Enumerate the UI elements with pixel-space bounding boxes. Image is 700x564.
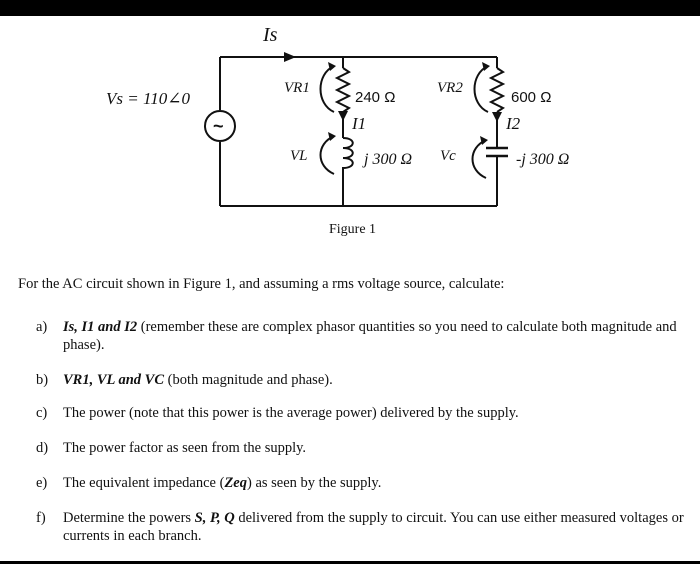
xc-value: -j 300 Ω <box>516 151 570 168</box>
question-text: The power factor as seen from the supply. <box>63 440 307 456</box>
vr2-arc <box>475 66 489 112</box>
top-black-bar <box>0 0 700 16</box>
resistor-r1 <box>337 68 349 112</box>
xl-value: j 300 Ω <box>364 151 413 168</box>
resistor-r2 <box>491 68 503 112</box>
i2-arrow-icon <box>492 112 502 122</box>
question-vars: S, P, Q <box>194 510 235 526</box>
question-vars: Zeq <box>224 475 247 491</box>
question-e <box>36 474 686 492</box>
question-c <box>36 404 686 422</box>
vl-label: VL <box>290 148 308 164</box>
question-marker: a) <box>36 319 48 335</box>
vl-arc <box>321 136 335 174</box>
vc-arc <box>473 140 487 178</box>
question-d <box>36 439 686 457</box>
capacitor-c <box>486 148 508 156</box>
question-pre: The equivalent impedance ( <box>63 475 225 491</box>
i1-arrow-icon <box>338 111 348 121</box>
i2-label: I2 <box>506 114 521 133</box>
is-label: Is <box>263 24 278 46</box>
question-marker: e) <box>36 475 48 491</box>
question-vars: VR1, VL and VC <box>63 372 164 388</box>
question-marker: d) <box>36 440 49 456</box>
i1-label: I1 <box>352 114 367 133</box>
question-vars: Is, I1 and I2 <box>63 319 138 335</box>
question-text: (remember these are complex phasor quantities so you need to calculate both magnitude and phase). <box>63 319 677 353</box>
vr2-label: VR2 <box>437 80 463 96</box>
inductor-l <box>343 138 353 172</box>
question-b <box>36 371 686 389</box>
r2-value: 600 Ω <box>511 89 552 106</box>
vr1-label: VR1 <box>284 80 310 96</box>
vc-label: Vc <box>440 148 456 164</box>
question-marker: b) <box>36 372 49 388</box>
question-marker: c) <box>36 405 48 421</box>
question-marker: f) <box>36 510 46 526</box>
question-pre: Determine the powers <box>63 510 195 526</box>
question-text: delivered from the supply to circuit. You can use either measured voltages or currents in each branch. <box>63 510 684 544</box>
figure-caption: Figure 1 <box>329 222 377 237</box>
vr1-arc <box>321 66 335 112</box>
question-f <box>36 509 686 545</box>
source-voltage-label: Vs = 110∠0 <box>106 89 190 108</box>
source-wave-symbol: ~ <box>213 116 224 136</box>
circuit-diagram <box>0 16 700 256</box>
question-text: The power (note that this power is the average power) delivered by the supply. <box>63 405 519 421</box>
question-a <box>36 318 686 354</box>
problem-intro: For the AC circuit shown in Figure 1, and assuming a rms voltage source, calculate: <box>18 276 505 292</box>
question-text: (both magnitude and phase). <box>164 372 333 388</box>
is-arrow-icon <box>284 52 296 62</box>
r1-value: 240 Ω <box>355 89 396 106</box>
question-text: ) as seen by the supply. <box>247 475 382 491</box>
